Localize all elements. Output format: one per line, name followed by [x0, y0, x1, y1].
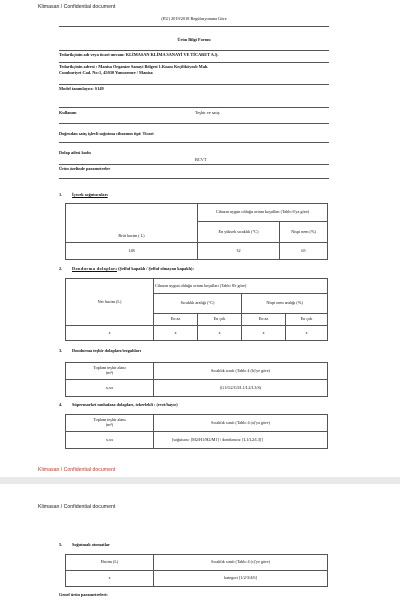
humidity-min-header: En az — [242, 314, 286, 326]
model-identifier: Model tanımlayıcı: S149 — [59, 86, 104, 91]
gross-volume-header: Brüt hacim ( L) — [66, 204, 198, 243]
max-temperature-header: En yüksek sıcaklık (°C) — [198, 222, 280, 243]
display-area-header — [66, 363, 154, 380]
section1-number: 1. — [59, 192, 63, 197]
section2-number: 2. — [59, 266, 63, 271]
supermarket-cabinet-table — [65, 414, 328, 449]
usage-label: Kullanım — [59, 110, 77, 115]
section4-title: Süpermarket muhafaza dolapları, tekerlekli : (evet/hayır) — [72, 402, 178, 407]
divider — [59, 142, 329, 143]
display-area-value: x,xx — [66, 432, 154, 449]
section3-title: Dondurma teşhir dolapları/tezgahları — [72, 348, 141, 353]
display-area-value: x,xx — [66, 380, 154, 397]
max-temperature-value: 32 — [198, 243, 280, 260]
ambient-conditions-header: Cihazın uygun olduğu ortam koşulları (Tablo 6'ya göre) — [198, 204, 328, 222]
ice-cream-freezer-table — [65, 278, 328, 341]
humidity-max-header: En çok — [286, 314, 328, 326]
section3-number: 3. — [59, 348, 63, 353]
divider — [59, 107, 329, 108]
temp-max-header: En çok — [198, 314, 242, 326]
relative-humidity-header: Nispi nem (%) — [280, 222, 328, 243]
supplier-address-line2: Cumhuriyet Cad. No:1, 45030 Yunusemre / Manisa — [59, 70, 153, 75]
divider — [59, 84, 329, 85]
confidential-header-page2: Klimasan / Confidential document — [38, 504, 116, 510]
divider — [59, 26, 329, 27]
confidential-header-top: Klimasan / Confidential document — [38, 4, 116, 10]
display-cabinet-table — [65, 362, 328, 397]
divider — [59, 62, 329, 63]
regulation-reference: (EU) 2019/2018 Regülasyonuna Göre — [161, 16, 227, 21]
volume-value: x — [66, 571, 154, 587]
temperature-class-header: Sıcaklık sınıfı (Tablo 4 (c)'ye göre) — [154, 555, 328, 571]
vending-machine-table — [65, 554, 328, 587]
temperature-class-value: (G1/G2/G3/L1/L2/L3/S) — [154, 380, 328, 397]
usage-value: Teşhir ve satış — [195, 110, 220, 115]
net-volume-value: x — [66, 326, 154, 341]
section1-title: İçecek soğutucuları — [72, 192, 108, 197]
temp-min-value: x — [154, 326, 198, 341]
temperature-class-header: Sıcaklık sınıfı (Tablo 4 (a)'ya göre) — [154, 415, 328, 432]
ambient-conditions-header: Cihazın uygun olduğu ortam koşulları (Tablo 8'e göre) — [154, 279, 328, 294]
section2-title-suffix: (Şeffaf kapaklı / Şeffaf olmayan kapaklı): — [117, 266, 194, 271]
temp-max-value: x — [198, 326, 242, 341]
product-info-page-2 — [59, 490, 329, 600]
temperature-class-header: Sıcaklık sınıfı (Tablo 4 (b)'ye göre) — [154, 363, 328, 380]
display-area-label: Toplam teşhir alanı — [93, 417, 126, 423]
cabinet-family-value: BCVT — [195, 157, 207, 162]
section2-title-main: Dondurma dolapları — [72, 266, 118, 271]
display-area-header — [66, 415, 154, 432]
display-area-unit: (m²) — [105, 422, 114, 427]
temperature-class-value: kategori [1/2/3/4/6] — [154, 571, 328, 587]
display-area-unit: (m²) — [105, 370, 114, 375]
volume-header: Hacim (L) — [66, 555, 154, 571]
section2-title — [72, 267, 194, 272]
confidential-footer: Klimasan / Confidential document — [38, 467, 116, 473]
humidity-range-header: Nispi nem aralığı (%) — [242, 294, 328, 314]
section5-title: Soğutmalı otomatlar — [72, 542, 110, 547]
page-separator — [0, 477, 400, 484]
supplier-name: Tedarikçinin adı veya ticari unvanı: KLİMASAN KLİMA SANAYİ VE TİCARET A.Ş. — [59, 52, 219, 57]
divider — [59, 164, 329, 165]
relative-humidity-value: 65 — [280, 243, 328, 260]
specific-parameters-label: Ürün özelinde parametreler — [59, 166, 111, 171]
temp-min-header: En az — [154, 314, 198, 326]
supplier-address-line1: Tedarikçinin adresi : Manisa Organize Sanayi Bölgesi 1.Kısım Keçiliköyosb Mah. — [59, 64, 209, 69]
section5-number: 5. — [59, 542, 63, 547]
cabinet-family-label: Dolap ailesi kodu — [59, 150, 91, 155]
beverage-cooler-table — [65, 203, 328, 260]
humidity-max-value: x — [286, 326, 328, 341]
display-area-label: Toplam teşhir alanı — [93, 365, 126, 371]
form-title: Ürün Bilgi Formu — [177, 37, 211, 42]
section4-number: 4. — [59, 402, 63, 407]
temperature-range-header: Sıcaklık aralığı (°C) — [154, 294, 242, 314]
general-parameters-label: Genel ürün parametreleri: — [59, 592, 108, 597]
divider — [59, 50, 329, 51]
gross-volume-value: 148 — [66, 243, 198, 260]
appliance-type: Doğrudan satış işlevli soğutma cihazının tipi: Ticari — [59, 131, 154, 136]
product-info-page-1 — [59, 0, 329, 470]
divider — [59, 123, 329, 124]
temperature-class-value: [soğutucu: [M2/H1/H2/M1] / dondurucu: [L1/L2/L3]] — [154, 432, 328, 449]
divider — [59, 178, 329, 179]
humidity-min-value: x — [242, 326, 286, 341]
net-volume-header: Net hacim (L) — [66, 279, 154, 326]
